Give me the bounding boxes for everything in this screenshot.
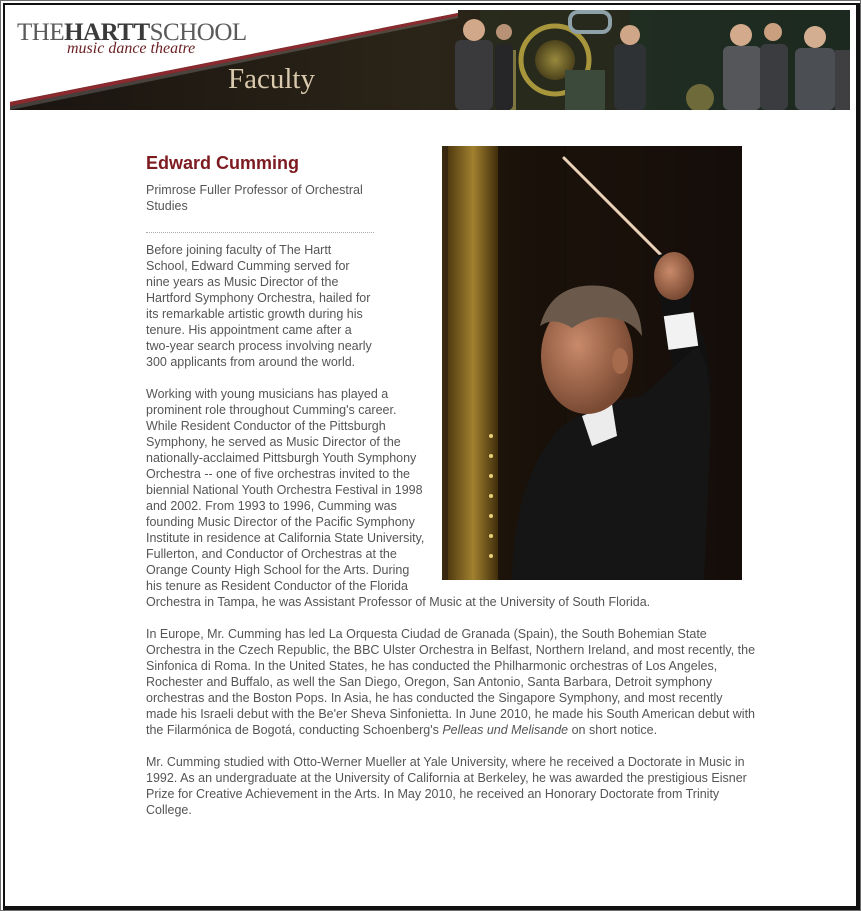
header-banner [10,10,850,110]
school-tagline: music dance theatre [67,40,196,57]
faculty-name: Edward Cumming [146,153,300,173]
logo-the: THE [17,19,65,46]
bio-paragraph [146,626,756,738]
faculty-title: Primrose Fuller Professor of Orchestral Studies [146,183,363,213]
conductor-photo-icon [442,146,742,580]
logo-school: SCHOOL [149,19,247,46]
section-title: Faculty [228,63,315,95]
bio-text: In Europe, Mr. Cumming has led La Orquesta Ciudad de Granada (Spain), the South Bohemian State Orchestra in the Czech Republic, the BBC Ulster Orchestra in Belfast, Northern Ireland, and most recently, the Sinfonica di Roma. In the United States, he has conducted the Philharmonic orchestras of Los Angeles, Rochester and Buffalo, as well the San Diego, Oregon, San Antonio, Santa Barbara, Detroit symphony orchestras and the Boston Pops. In Asia, he has conducted the Singapore Symphony, and most recently made his Israeli debut with the Be'er Sheva Sinfonietta. In June 2010, he made his South American debut with the Filarmónica de Bogotá, conducting Schoenberg's [146,627,756,737]
work-title: Pelleas und Melisande [442,723,569,737]
faculty-profile [146,146,756,834]
bio-paragraph: Working with young musicians has played a prominent role throughout Cumming's career. While Resident Conductor of the Pittsburgh Symphony, he served as Music Director of the nationally-acclaimed Pittsburgh Youth Symphony Orchestra -- one of five orchestras invited to the biennial National Youth Orchestra Festival in 1998 and 2002. From 1993 to 1996, Cumming was founding Music Director of the Pacific Symphony Institute in residence at California State University, Fullerton, and Conductor of Orchestras at the Orange County High School for the Arts. During his tenure as Resident Conductor of the Florida Orchestra in Tampa, he was Assistant Professor of Music at the University of South Florida. [146,387,651,609]
bio-paragraph: Before joining faculty of The Hartt School, Edward Cumming served for nine years as Music Director of the Hartford Symphony Orchestra, hailed for its remarkable artistic growth during his tenure. His appointment came after a two-year search process involving nearly 300 applicants from around the world. [146,243,372,369]
divider [146,232,374,233]
bio-paragraph: Mr. Cumming studied with Otto-Werner Mueller at Yale University, where he received a Doctorate in Music in 1992. As an undergraduate at the University of California at Berkeley, he was awarded the prestigious Eisner Prize for Creative Achievement in the Arts. In May 2010, he received an Honorary Doctorate from Trinity College. [146,755,747,817]
logo-hartt: HARTT [64,19,150,46]
bio-text: on short notice. [571,723,658,737]
